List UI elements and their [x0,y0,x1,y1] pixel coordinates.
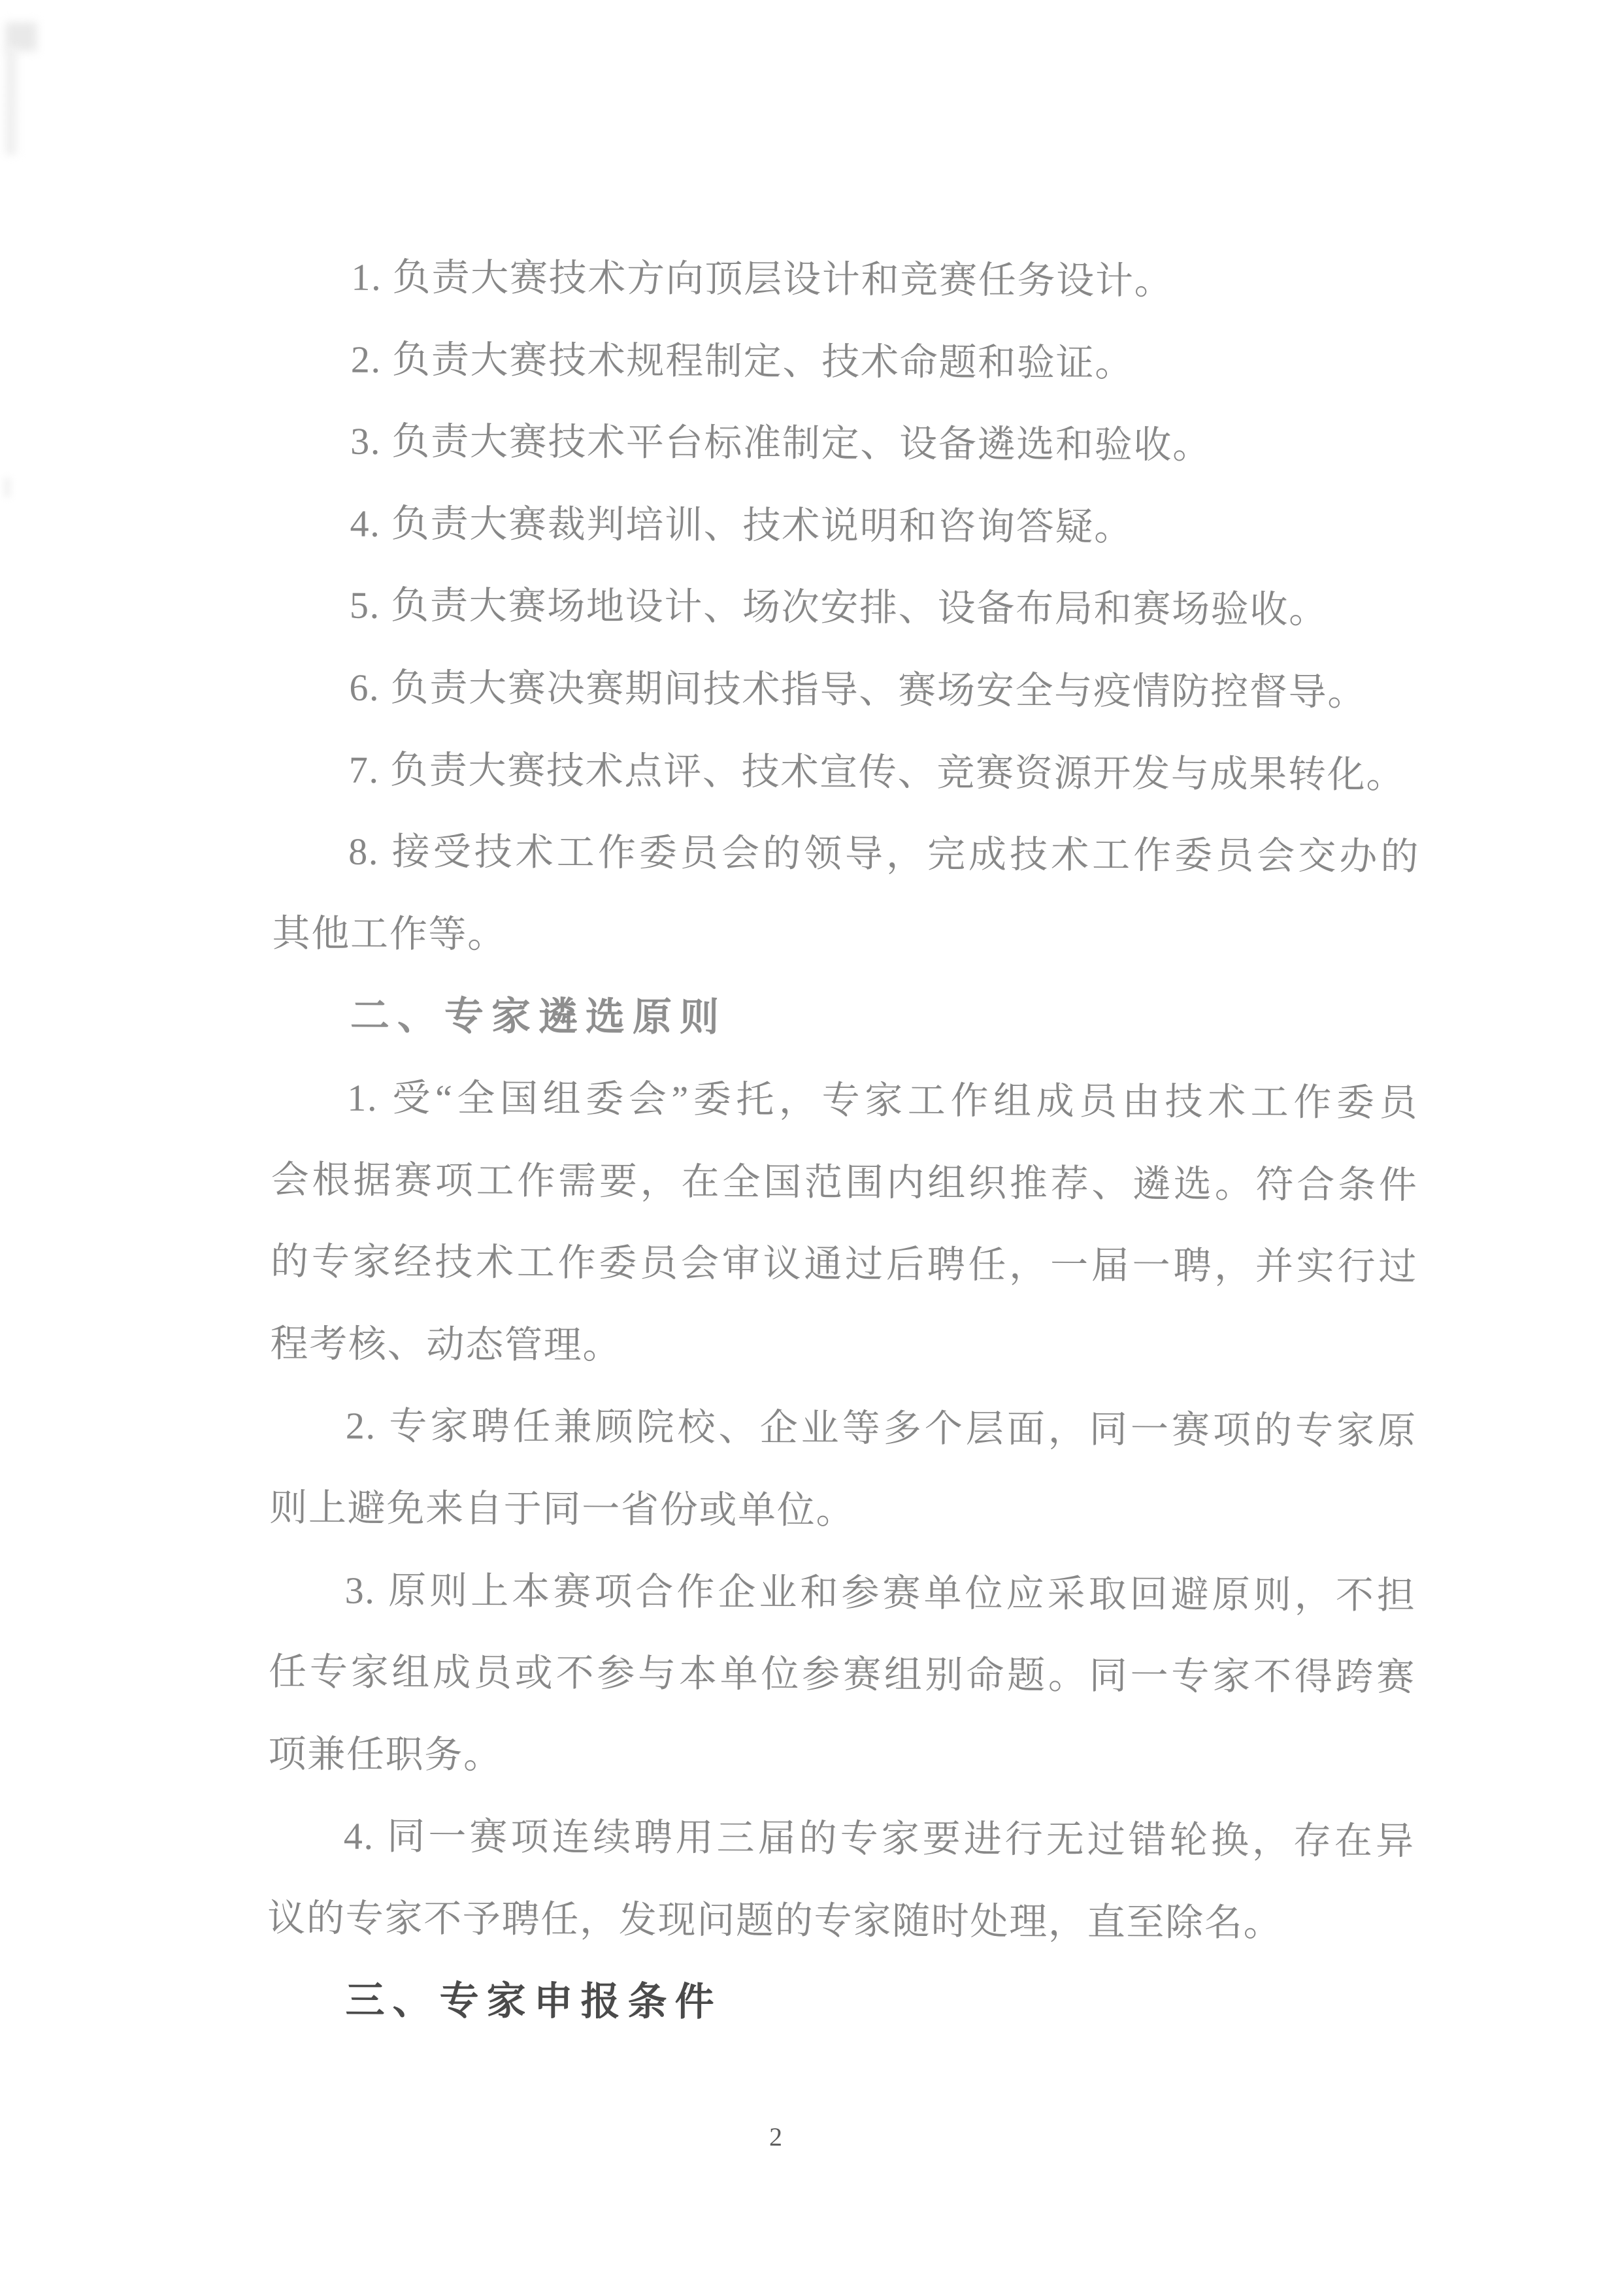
section-heading-expert-application-conditions: 三、专家申报条件 [345,1978,722,2024]
list-item-8-line-2: 其他工作等。 [272,911,507,956]
selection-item-1-line-4: 程考核、动态管理。 [270,1322,622,1367]
selection-item-2-line-2: 则上避免来自于同一省份或单位。 [269,1486,855,1532]
selection-item-1-line-1: 1. 受“全国组委会”委托，专家工作组成员由技术工作委员 [347,1076,1419,1124]
list-item-7: 7. 负责大赛技术点评、技术宣传、竞赛资源开发与成果转化。 [348,748,1406,796]
scan-artifact-streak [5,47,17,155]
list-item-4: 4. 负责大赛裁判培训、技术说明和咨询答疑。 [350,502,1134,549]
selection-item-4-line-1: 4. 同一赛项连续聘用三届的专家要进行无过错轮换，存在异 [343,1814,1415,1863]
page-number: 2 [769,2122,783,2152]
list-item-6: 6. 负责大赛决赛期间技术指导、赛场安全与疫情防控督导。 [349,666,1367,714]
section-heading-expert-selection-principles: 二、专家遴选原则 [350,993,727,1040]
selection-item-3-line-3: 项兼任职务。 [268,1732,503,1777]
selection-item-2-line-1: 2. 专家聘任兼顾院校、企业等多个层面，同一赛项的专家原 [345,1404,1417,1452]
list-item-2: 2. 负责大赛技术规程制定、技术命题和验证。 [350,338,1134,385]
list-item-5: 5. 负责大赛场地设计、场次安排、设备布局和赛场验收。 [349,583,1329,632]
scan-artifact-speck [3,478,11,497]
selection-item-1-line-2: 会根据赛项工作需要，在全国范围内组织推荐、遴选。符合条件 [271,1158,1418,1207]
list-item-3: 3. 负责大赛技术平台标准制定、设备遴选和验收。 [350,419,1212,467]
selection-item-1-line-3: 的专家经技术工作委员会审议通过后聘任，一届一聘，并实行过 [270,1240,1418,1288]
selection-item-4-line-2: 议的专家不予聘任，发现问题的专家随时处理，直至除名。 [267,1896,1283,1944]
list-item-1: 1. 负责大赛技术方向顶层设计和竞赛任务设计。 [351,255,1174,303]
selection-item-3-line-1: 3. 原则上本赛项合作企业和参赛单位应采取回避原则，不担 [344,1569,1416,1617]
list-item-8-line-1: 8. 接受技术工作委员会的领导，完成技术工作委员会交办的 [348,830,1420,878]
document-body [267,236,1422,2047]
selection-item-3-line-2: 任专家组成员或不参与本单位参赛组别命题。同一专家不得跨赛 [268,1650,1416,1699]
